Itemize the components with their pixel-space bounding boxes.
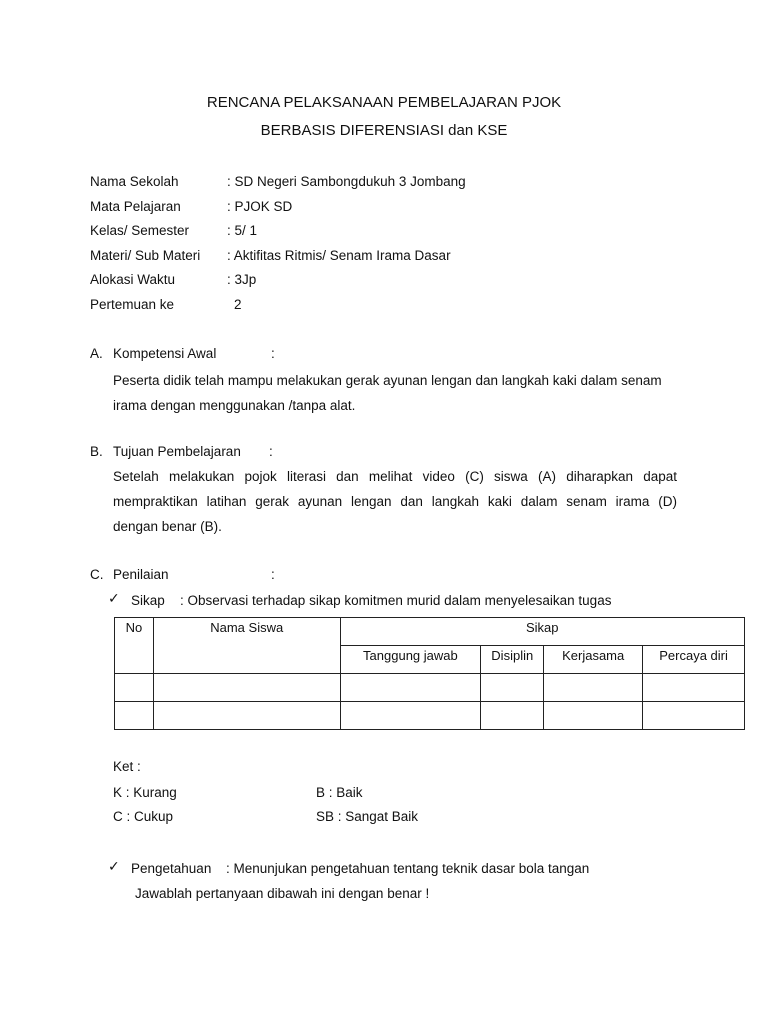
info-label-subject: Mata Pelajaran <box>90 199 181 214</box>
ket-item-baik: B : Baik <box>316 785 363 800</box>
ket-item-sangat-baik: SB : Sangat Baik <box>316 809 419 824</box>
info-label-class: Kelas/ Semester <box>90 223 190 238</box>
info-label-time: Alokasi Waktu <box>90 272 176 287</box>
table-cell <box>481 674 544 702</box>
section-a-line: irama dengan menggunakan /tanpa alat. <box>113 398 356 413</box>
table-cell <box>544 702 643 730</box>
table-cell <box>643 674 745 702</box>
table-subheader-tanggung-jawab: Tanggung jawab <box>340 646 481 674</box>
table-cell <box>643 702 745 730</box>
sikap-assessment-table <box>114 617 745 730</box>
checkmark-icon: ✓ <box>108 591 120 607</box>
table-subheader-percaya-diri: Percaya diri <box>643 646 745 674</box>
table-cell <box>115 702 154 730</box>
table-header-sikap: Sikap <box>340 618 744 646</box>
info-value-material: : Aktifitas Ritmis/ Senam Irama Dasar <box>227 248 451 263</box>
table-cell <box>340 702 481 730</box>
section-a-paragraph <box>113 368 662 418</box>
info-value-meeting: 2 <box>234 297 242 312</box>
section-b-marker: B. <box>90 444 103 459</box>
info-label-material: Materi/ Sub Materi <box>90 248 201 263</box>
section-c-colon: : <box>271 567 275 582</box>
section-a-line: Peserta didik telah mampu melakukan gerak ayunan lengan dan langkah kaki dalam senam <box>113 373 662 388</box>
pengetahuan-label: Pengetahuan <box>131 861 212 876</box>
section-a-colon: : <box>271 346 275 361</box>
table-cell <box>481 702 544 730</box>
section-c-marker: C. <box>90 567 104 582</box>
table-header-nama-siswa: Nama Siswa <box>153 618 340 674</box>
table-subheader-kerjasama: Kerjasama <box>544 646 643 674</box>
section-a-marker: A. <box>90 346 103 361</box>
table-row <box>115 702 745 730</box>
section-c-heading: Penilaian <box>113 567 169 582</box>
ket-item-cukup: C : Cukup <box>113 809 174 824</box>
table-header-no: No <box>115 618 154 674</box>
document-title-line2: BERBASIS DIFERENSIASI dan KSE <box>260 122 508 139</box>
section-b-line: dengan benar (B). <box>113 519 222 534</box>
section-a-heading: Kompetensi Awal <box>113 346 217 361</box>
info-label-school: Nama Sekolah <box>90 174 179 189</box>
document-title-line1: RENCANA PELAKSANAAN PEMBELAJARAN PJOK <box>206 94 562 111</box>
info-value-time: : 3Jp <box>227 272 257 287</box>
info-label-meeting: Pertemuan ke <box>90 297 175 312</box>
table-cell <box>115 674 154 702</box>
table-cell <box>153 702 340 730</box>
table-cell <box>153 674 340 702</box>
table-subheader-disiplin: Disiplin <box>481 646 544 674</box>
table-cell <box>340 674 481 702</box>
section-b-line: Setelah melakukan pojok literasi dan melihat video (C) siswa (A) diharapkan dapat <box>113 469 677 484</box>
checkmark-icon: ✓ <box>108 859 120 875</box>
sikap-description: : Observasi terhadap sikap komitmen murid dalam menyelesaikan tugas <box>180 593 612 608</box>
table-row <box>115 674 745 702</box>
table-cell <box>544 674 643 702</box>
section-b-heading: Tujuan Pembelajaran <box>113 444 241 459</box>
info-value-class: : 5/ 1 <box>227 223 258 238</box>
ket-title: Ket : <box>113 759 141 774</box>
pengetahuan-description: : Menunjukan pengetahuan tentang teknik dasar bola tangan <box>226 861 590 876</box>
info-value-school: : SD Negeri Sambongdukuh 3 Jombang <box>227 174 466 189</box>
sikap-label: Sikap <box>131 593 165 608</box>
section-b-colon: : <box>269 444 273 459</box>
section-b-line: mempraktikan latihan gerak ayunan lengan dan langkah kaki dalam senam irama (D) <box>113 494 677 509</box>
pengetahuan-instruction: Jawablah pertanyaan dibawah ini dengan benar ! <box>135 886 430 901</box>
info-value-subject: : PJOK SD <box>227 199 293 214</box>
ket-item-kurang: K : Kurang <box>113 785 177 800</box>
